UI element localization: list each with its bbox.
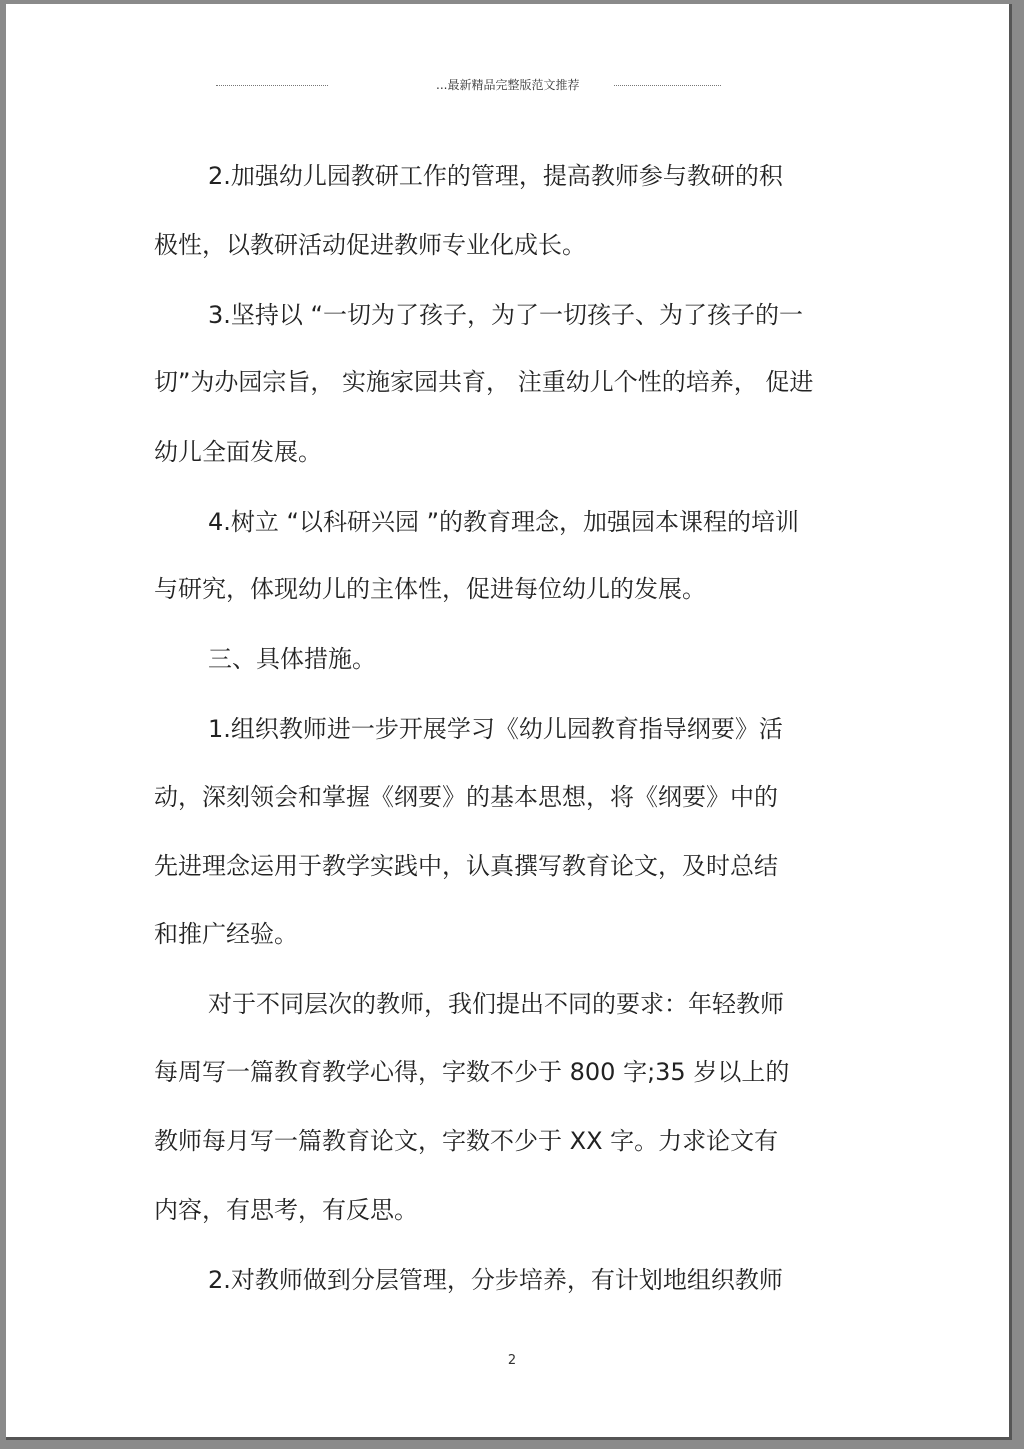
text-line: 3.坚持以 “一切为了孩子，为了一切孩子、为了孩子的一	[208, 301, 803, 329]
text-line: 与研究，体现幼儿的主体性，促进每位幼儿的发展。	[154, 575, 706, 603]
text-line: 和推广经验。	[154, 920, 298, 948]
text-line: 内容，有思考，有反思。	[154, 1196, 418, 1224]
page-number: 2	[507, 1353, 517, 1368]
header-text: ...最新精品完整版范文推荐	[436, 78, 580, 92]
page-header	[216, 76, 721, 96]
text-line: 1.组织教师进一步开展学习《幼儿园教育指导纲要》活	[208, 715, 783, 743]
header-rule-left	[216, 85, 328, 86]
text-line: 三、具体措施。	[208, 645, 376, 673]
header-rule-right	[614, 85, 721, 86]
text-line: 幼儿全面发展。	[154, 438, 322, 466]
text-line: 2.加强幼儿园教研工作的管理，提高教师参与教研的积	[208, 162, 783, 190]
text-line: 4.树立 “以科研兴园 ”的教育理念，加强园本课程的培训	[208, 508, 800, 536]
text-line: 切”为办园宗旨， 实施家园共育， 注重幼儿个性的培养， 促进	[154, 368, 814, 396]
text-line: 教师每月写一篇教育论文，字数不少于 XX 字。力求论文有	[154, 1127, 779, 1155]
text-line: 动，深刻领会和掌握《纲要》的基本思想，将《纲要》中的	[154, 783, 778, 811]
text-line: 对于不同层次的教师，我们提出不同的要求：年轻教师	[208, 990, 784, 1018]
text-line: 先进理念运用于教学实践中，认真撰写教育论文，及时总结	[154, 852, 778, 880]
text-line: 每周写一篇教育教学心得，字数不少于 800 字;35 岁以上的	[154, 1058, 790, 1086]
document-page	[6, 4, 1012, 1440]
text-line: 极性，以教研活动促进教师专业化成长。	[154, 231, 586, 259]
text-line: 2.对教师做到分层管理，分步培养，有计划地组织教师	[208, 1266, 783, 1294]
